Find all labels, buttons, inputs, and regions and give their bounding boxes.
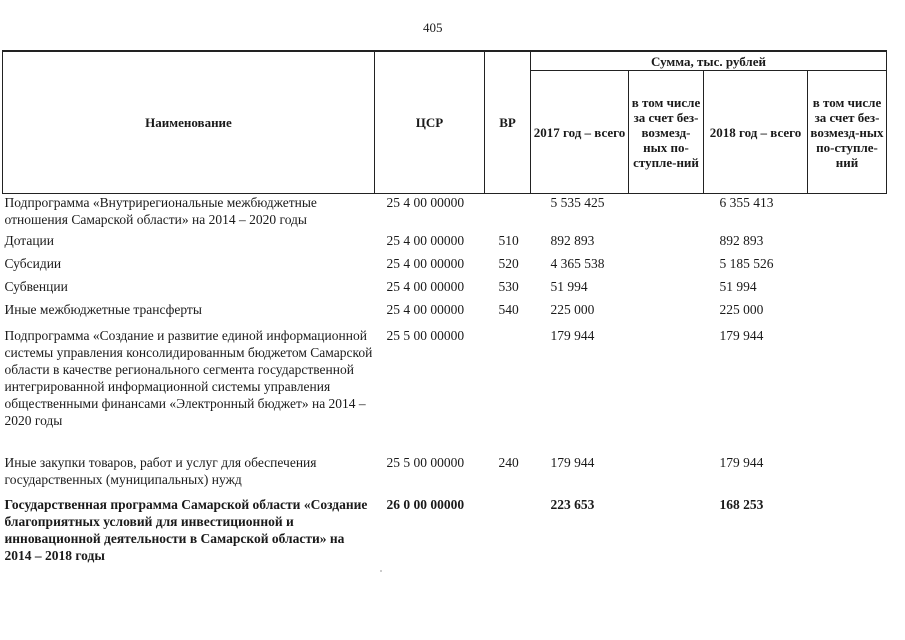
row-csr: 25 4 00 00000 (386, 302, 465, 317)
row-2018-total: 51 994 (719, 279, 757, 294)
row-2017-total: 51 994 (550, 279, 588, 294)
row-name: Субвенции (4, 279, 68, 294)
header-2017-total: 2017 год – всего (531, 71, 629, 194)
budget-table (2, 50, 887, 568)
row-2018-total: 179 944 (719, 328, 764, 343)
row-2018-total: 6 355 413 (719, 195, 774, 210)
row-2017-total: 892 893 (550, 233, 595, 248)
row-csr: 26 0 00 00000 (386, 497, 465, 512)
row-name: Дотации (4, 233, 55, 248)
row-2018-free (808, 255, 887, 278)
header-2017-free: в том числе за счет без-возмезд-ных по-ступле-ний (629, 71, 704, 194)
row-2017-free (629, 194, 704, 233)
row-vr (485, 194, 531, 233)
row-name: Иные закупки товаров, работ и услуг для обеспечения государственных (муниципальных) нужд (4, 455, 317, 487)
row-name: Государственная программа Самарской области «Создание благоприятных условий для инвестиционной и инновационной деятельности в Самарской области» на 2014 – 2018 годы (4, 497, 368, 563)
row-vr: 510 (498, 233, 519, 248)
row-vr: 540 (498, 302, 519, 317)
row-2018-free (808, 324, 887, 451)
row-2018-total: 892 893 (719, 233, 764, 248)
row-name: Подпрограмма «Создание и развитие единой информационной системы управления консолидированным бюджетом Самарской области в качестве регионального сегмента государственной интегрированной информационной системы управления общественными финансами «Электронный бюджет» на 2014 – 2020 годы (4, 328, 373, 428)
row-2018-free (808, 278, 887, 301)
row-2017-free (629, 324, 704, 451)
row-csr: 25 4 00 00000 (386, 256, 465, 271)
table-row (3, 494, 887, 568)
row-2018-free (808, 194, 887, 233)
row-csr: 25 4 00 00000 (386, 279, 465, 294)
row-2018-free (808, 451, 887, 494)
row-name: Иные межбюджетные трансферты (4, 302, 202, 317)
row-2017-free (629, 451, 704, 494)
header-vr: ВР (485, 51, 531, 194)
row-csr: 25 4 00 00000 (386, 195, 465, 210)
row-2017-total: 4 365 538 (550, 256, 605, 271)
row-2017-free (629, 278, 704, 301)
row-vr: 530 (498, 279, 519, 294)
row-2018-free (808, 232, 887, 255)
scan-speck (380, 570, 382, 572)
row-csr: 25 5 00 00000 (386, 455, 465, 470)
row-name: Подпрограмма «Внутрирегиональные межбюджетные отношения Самарской области» на 2014 – 2020 годы (4, 195, 317, 227)
table-header (3, 51, 887, 194)
header-sum-group: Сумма, тыс. рублей (531, 51, 887, 71)
row-vr: 240 (498, 455, 519, 470)
row-2017-total: 179 944 (550, 455, 595, 470)
table-body (3, 194, 887, 569)
header-2018-free: в том числе за счет без-возмезд-ных по-ступле-ний (808, 71, 887, 194)
row-2017-total: 179 944 (550, 328, 595, 343)
row-2017-free (629, 232, 704, 255)
row-vr (485, 324, 531, 451)
table-row (3, 255, 887, 278)
header-csr: ЦСР (375, 51, 485, 194)
row-name: Субсидии (4, 256, 62, 271)
page-number: 405 (423, 20, 443, 35)
row-2018-free (808, 301, 887, 324)
row-2017-free (629, 301, 704, 324)
table-row (3, 301, 887, 324)
row-csr: 25 4 00 00000 (386, 233, 465, 248)
row-2017-free (629, 494, 704, 568)
table-row (3, 194, 887, 233)
table-row (3, 324, 887, 451)
row-2018-total: 168 253 (719, 497, 764, 512)
row-2018-free (808, 494, 887, 568)
header-name: Наименование (3, 51, 375, 194)
header-2018-total: 2018 год – всего (704, 71, 808, 194)
row-2017-total: 225 000 (550, 302, 595, 317)
row-vr: 520 (498, 256, 519, 271)
table-row (3, 232, 887, 255)
row-2018-total: 179 944 (719, 455, 764, 470)
row-2017-free (629, 255, 704, 278)
row-2018-total: 225 000 (719, 302, 764, 317)
table-row (3, 278, 887, 301)
row-2018-total: 5 185 526 (719, 256, 774, 271)
row-2017-total: 5 535 425 (550, 195, 605, 210)
row-2017-total: 223 653 (550, 497, 595, 512)
row-vr (485, 494, 531, 568)
table-row (3, 451, 887, 494)
row-csr: 25 5 00 00000 (386, 328, 465, 343)
